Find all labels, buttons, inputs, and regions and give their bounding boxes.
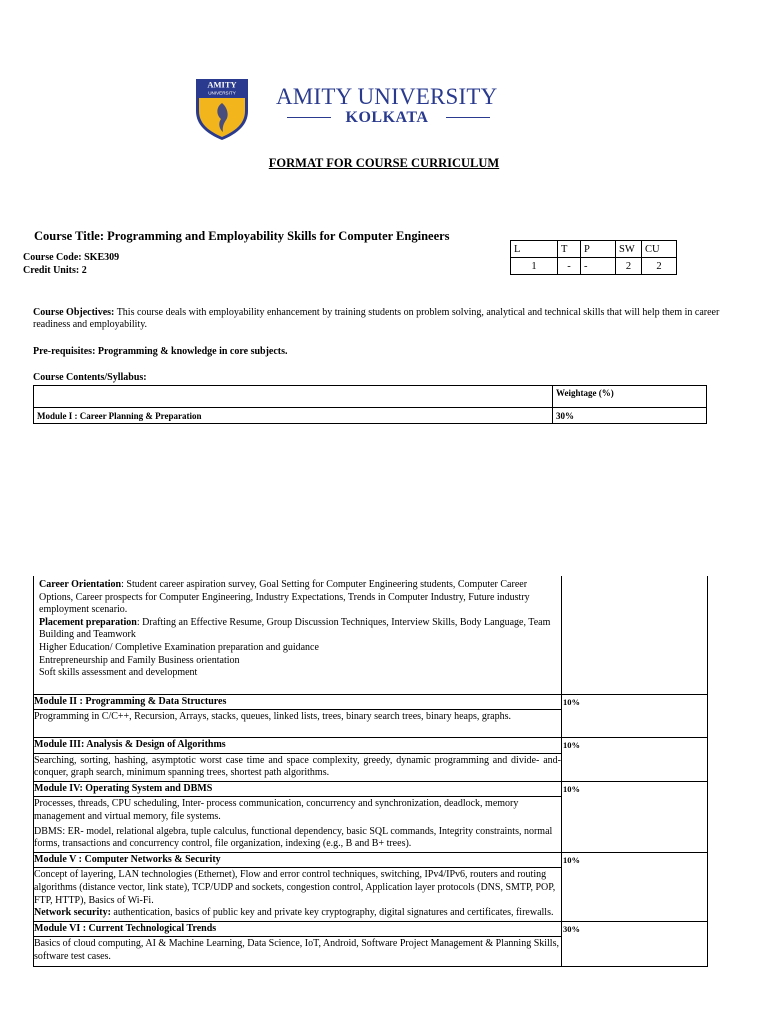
module3-title: Module III: Analysis & Design of Algorithms [34,738,562,754]
course-title: Course Title: Programming and Employability Skills for Computer Engineers [34,229,450,243]
campus-name: KOLKATA [345,109,429,126]
module6-title: Module VI : Current Technological Trends [34,921,562,937]
career-orientation-label: Career Orientation [39,579,122,590]
higher-education: Higher Education/ Completive Examination preparation and guidance [39,641,319,653]
module6-content: Basics of cloud computing, AI & Machine Learning, Data Science, IoT, Android, Software Project Management & Planning Skills, software test cases. [34,937,562,967]
module4-content [34,797,562,852]
module2-weight: 10% [562,694,708,738]
syllabus-header-row [34,386,707,408]
prerequisites: Pre-requisites: Programming & knowledge in core subjects. [33,346,288,357]
module2-content: Programming in C/C++, Recursion, Arrays, stacks, queues, linked lists, trees, binary search trees, binary heaps, graphs. [34,710,562,738]
university-name: AMITY UNIVERSITY [276,84,498,109]
ltp-header-t: T [558,241,581,258]
modules-table [33,576,708,967]
weightage-header: Weightage (%) [553,386,707,408]
course-objectives [33,307,723,331]
soft-skills: Soft skills assessment and development [39,667,198,679]
placement-preparation-label: Placement preparation [39,616,137,628]
placement-preparation-text: : Drafting an Effective Resume, Group Discussion Techniques, Interview Skills, Body Language, Team Building and Teamwork [39,616,551,641]
ltp-table [510,240,677,275]
module5-weight: 10% [562,852,708,921]
module5-content [34,868,562,921]
format-title: FORMAT FOR COURSE CURRICULUM [268,156,500,170]
entrepreneurship: Entrepreneurship and Family Business orientation [39,654,240,666]
module1-row [34,408,707,424]
career-orientation [39,579,556,617]
module1-content-weight [562,576,708,694]
ltp-header-sw: SW [616,241,642,258]
module1-title: Module I : Career Planning & Preparation [34,408,553,424]
credit-units: Credit Units: 2 [23,265,87,276]
module4-title: Module IV: Operating System and DBMS [34,781,562,797]
module3-content: Searching, sorting, hashing, asymptotic worst case time and space complexity, greedy, dynamic programming and divide- and- conquer, graph search, minimum spanning trees, shortest path algorithms. [34,753,562,781]
career-orientation-text: : Student career aspiration survey, Goal Setting for Computer Engineering students, Computer Career Options, Career prospects for Computer Engineering, Industry Expectations, Trends in Computer Industry, Future industry employment scenario. [39,579,530,616]
crest-text-university: UNIVERSITY [208,90,236,96]
module3-weight: 10% [562,738,708,782]
module4-dbms-text: DBMS: ER- model, relational algebra, tuple calculus, functional dependency, basic SQL commands, Integrity constraints, normal forms, transactions and concurrency control, file organization, indexing (e.g., B and B+ trees). [34,825,553,850]
syllabus-header-table [33,385,707,424]
placement-preparation [39,617,556,642]
module5-security [34,907,561,920]
network-security-label: Network security: [34,907,111,919]
ltp-value-l: 1 [511,258,558,275]
module4-title-row [34,781,708,797]
module5-title-row [34,852,708,868]
module1-weight: 30% [553,408,707,424]
module3-title-row [34,738,708,754]
module6-weight: 30% [562,921,708,967]
ltp-value-t: - [558,258,581,275]
module5-networks-text: Concept of layering, LAN technologies (Ethernet), Flow and error control techniques, switching, IPv4/IPv6, routers and routing algorithms (distance vector, link state), TCP/UDP and sockets, congestion control, Application layer protocols (DNS, SMTP, POP, FTP, HTTP), Basics of Wi-Fi. [34,869,556,906]
objectives-text: This course deals with employability enhancement by training students on problem solving, analytical and technical skills that will help them in career readiness and employability. [33,307,720,330]
ltp-header-l: L [511,241,558,258]
module6-title-row [34,921,708,937]
objectives-label: Course Objectives: [33,307,115,318]
ltp-header-cu: CU [642,241,677,258]
module4-weight: 10% [562,781,708,852]
module5-title: Module V : Computer Networks & Security [34,852,562,868]
ltp-header-p: P [581,241,616,258]
university-crest-icon [194,77,250,141]
ltp-value-p: - [581,258,616,275]
ltp-header-row [511,241,677,258]
ltp-value-cu: 2 [642,258,677,275]
network-security-text: authentication, basics of public key and private key cryptography, digital signatures and certificates, firewalls. [110,907,554,919]
campus-divider-right [446,117,490,118]
syllabus-header-empty [34,386,553,408]
module4-os-text: Processes, threads, CPU scheduling, Inter- process communication, concurrency and synchronization, deadlock, memory management and virtual memory, file systems. [34,798,519,823]
crest-text-amity: AMITY [207,79,237,90]
ltp-value-row [511,258,677,275]
course-contents-label: Course Contents/Syllabus: [33,372,147,383]
module2-title-row [34,694,708,710]
module1-content [34,576,562,694]
module2-title: Module II : Programming & Data Structures [34,694,562,710]
ltp-value-sw: 2 [616,258,642,275]
course-code: Course Code: SKE309 [23,252,120,263]
module1-content-row [34,576,708,694]
